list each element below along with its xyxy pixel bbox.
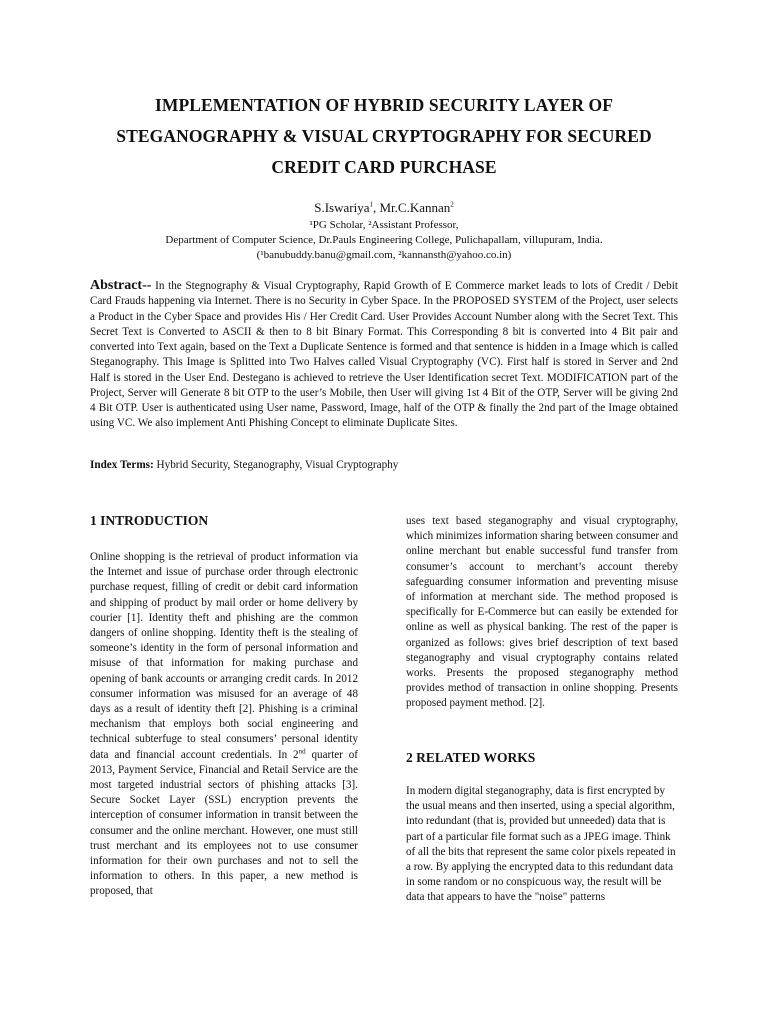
introduction-body	[90, 550, 358, 900]
author-affiliation-mark: 2	[450, 200, 454, 209]
title-line-2: STEGANOGRAPHY & VISUAL CRYPTOGRAPHY FOR SECURED	[116, 126, 652, 146]
related-works-body: In modern digital steganography, data is first encrypted by the usual means and then inserted, using a special algorithm, into redundant (that is, provided but unneeded) data that is part of a particular file format such as a JPEG image. Think of all the bits that represent the same color pixels repeated in a row. By applying the encrypted data to this redundant data in some random or no conspicuous way, the result will be data that appears to have the "noise" patterns	[406, 785, 676, 904]
ordinal-suffix: nd	[298, 746, 306, 755]
author-department: Department of Computer Science, Dr.Pauls Engineering College, Pulichapallam, villupuram, India.	[165, 234, 603, 246]
author-name: S.Iswariya	[314, 200, 370, 215]
index-terms-label: Index Terms:	[90, 459, 154, 471]
author-emails: (¹banubuddy.banu@gmail.com, ²kannansth@yahoo.co.in)	[256, 249, 512, 261]
title-line-1: IMPLEMENTATION OF HYBRID SECURITY LAYER OF	[154, 95, 614, 115]
abstract-text: In the Stegnography & Visual Cryptography, Rapid Growth of E Commerce market leads to lots of Credit / Debit Card Frauds happening via Internet. There is no Security in Cyber Space. In the PROPOSED SYSTEM of the Project, user selects a Product in the Cyber Space and provides His / Her Credit Card. User Provides Account Number along with the Secret Text. This Secret Text is Converted to ASCII & then to 8 bit Binary Format. This Corresponding 8 bit is converted into 4 Bit pair and converted into Text again, based on the Text a Duplicate Sentence is formed and that sentence is hidden in a Image which is called Steganography. This Image is Splitted into Two Halves called Visual Cryptography (VC). First half is stored in Server and 2nd Half is stored in the User End. Destegano is achieved to retrieve the User Identification secret Text. MODIFICATION part of the Project, Server will Generate 8 bit OTP to the user’s Mobile, then User will giving 1st 4 Bit of the OTP, Server will be giving 2nd 4 Bit OTP. User is authenticated using User name, Password, Image, half of the OTP & finally the 2nd part of the Image obtained using VC. We also implement Anti Phishing Concept to eliminate Duplicate Sites.	[90, 280, 678, 430]
abstract-label: Abstract--	[90, 278, 152, 293]
author-name: Mr.C.Kannan	[379, 200, 451, 215]
section-heading-related-works: 2 RELATED WORKS	[406, 750, 536, 765]
author-affiliation-mark: 1	[369, 200, 373, 209]
introduction-text-continued: quarter of 2013, Payment Service, Financial and Retail Service are the most targeted industrial sectors of phishing attacks [3]. Secure Socket Layer (SSL) encryption prevents the interception of consumer information in transit between the consumer and the online merchant. However, one must still trust merchant and its employees not to use consumer information for their own purchases and not to sell the information to others. In this paper, a new method is proposed, that	[90, 748, 358, 898]
index-terms-text: Hybrid Security, Steganography, Visual Cryptography	[153, 459, 399, 471]
affiliation-block	[60, 218, 708, 263]
introduction-text: Online shopping is the retrieval of product information via the Internet and issue of purchase order through electronic purchase request, filling of credit or debit card information and shipping of product by mail order or home delivery by courier [1]. Identity theft and phishing are the common dangers of online shopping. Identity theft is the stealing of someone’s identity in the form of personal information and misuse of that information for making purchase and opening of bank accounts or arranging credit cards. In 2012 consumer information was misused for an average of 48 days as a result of identity theft [2]. Phishing is a criminal mechanism that employs both social engineering and technical subterfuge to steal consumers’ personal identity data and financial account credentials. In 2	[90, 551, 358, 761]
author-line	[0, 200, 768, 216]
author-separator: ,	[372, 200, 380, 215]
introduction-continuation: uses text based steganography and visual cryptography, which minimizes information sharing between consumer and online merchant but enable successful fund transfer from consumer’s account to merchant’s account thereby safeguarding consumer information and preventing misuse of information at merchant side. The method proposed is specifically for E-Commerce but can easily be extended for online as well as physical banking. The rest of the paper is organized as follows: gives brief description of text based steganography and visual cryptography contains related works. Presents the proposed steganography method provides method of transaction in online shopping. Presents proposed payment method. [2].	[406, 515, 678, 710]
author-roles: ¹PG Scholar, ²Assistant Professor,	[309, 219, 459, 231]
paper-title	[90, 90, 678, 183]
abstract	[90, 278, 678, 432]
index-terms	[90, 458, 678, 473]
section-heading-introduction: 1 INTRODUCTION	[90, 513, 209, 528]
title-line-3: CREDIT CARD PURCHASE	[271, 157, 497, 177]
